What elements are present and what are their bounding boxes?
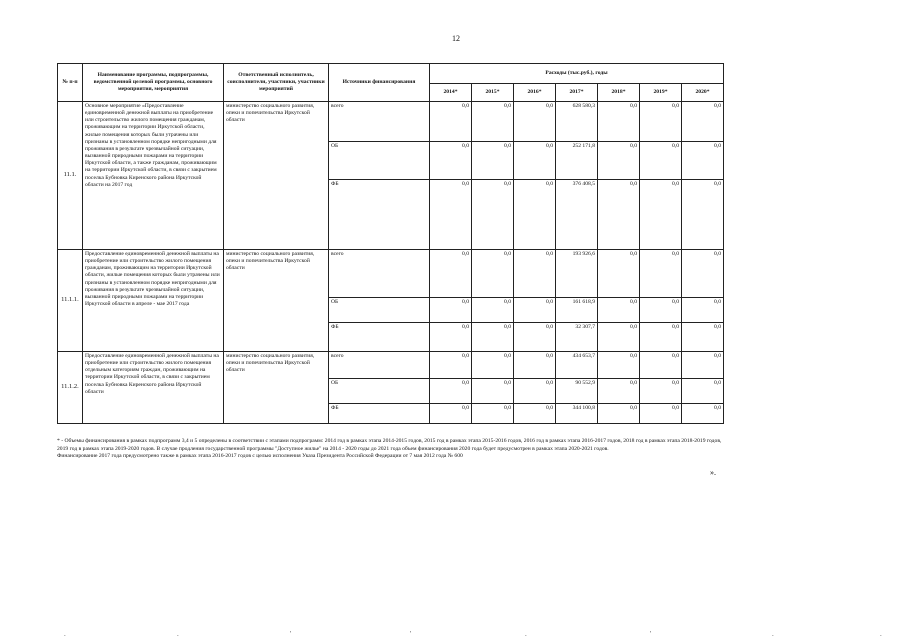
row-name: Основное мероприятие «Предоставление единовременной денежной выплаты на приобретение или строительство жилого помещения гражданам, проживающим на территории Иркутской области, жилые помещения которых были утрачены или признаны в установленном порядке непригодными для проживания в результате чрезвычайной ситуации, вызванной природными пожарами на территории Иркутской области, а также гражданам, проживающим на территории Иркутской области, в связи с закрытием поселка Бубновка Киренского района Иркутской области на 2017 год: [83, 102, 224, 250]
value-cell: 0,0: [682, 180, 724, 250]
value-cell: 0,0: [514, 379, 556, 404]
value-cell: 0,0: [640, 250, 682, 298]
header-num: № п-п: [58, 64, 83, 102]
value-cell: 32 307,7: [556, 323, 598, 352]
footnotes: [57, 438, 733, 461]
table-row: [58, 352, 724, 379]
value-cell: 0,0: [598, 102, 640, 142]
header-year: 2017*: [556, 84, 598, 102]
row-responsible: министерство социального развития, опеки и попечительства Иркутской области: [224, 352, 329, 424]
value-cell: 0,0: [514, 323, 556, 352]
header-year: 2019*: [640, 84, 682, 102]
value-cell: 0,0: [598, 352, 640, 379]
row-code: 11.1.: [58, 102, 83, 250]
scan-artifacts: . . ' ' . ' . .: [64, 630, 882, 638]
value-cell: 0,0: [514, 404, 556, 424]
row-code: 11.1.2.: [58, 352, 83, 424]
row-name: Предоставление единовременной денежной выплаты на приобретение или строительство жилого помещения гражданам, проживающим на территории Иркутской области, жилые помещения которых были утрачены или признаны в установленном порядке непригодными для проживания в результате чрезвычайной ситуации, вызванной природными пожарами на территории Иркутской области в апреле - мае 2017 года: [83, 250, 224, 352]
value-cell: 0,0: [598, 323, 640, 352]
value-cell: 0,0: [514, 102, 556, 142]
value-cell: 434 653,7: [556, 352, 598, 379]
value-cell: 0,0: [640, 142, 682, 180]
row-source: ФБ: [329, 404, 430, 424]
value-cell: 0,0: [472, 352, 514, 379]
value-cell: 0,0: [430, 250, 472, 298]
row-source: ОБ: [329, 298, 430, 323]
value-cell: 0,0: [640, 379, 682, 404]
row-source: ФБ: [329, 180, 430, 250]
value-cell: 0,0: [598, 379, 640, 404]
row-source: всего: [329, 250, 430, 298]
value-cell: 0,0: [682, 102, 724, 142]
value-cell: 0,0: [682, 404, 724, 424]
value-cell: 0,0: [430, 142, 472, 180]
value-cell: 252 171,8: [556, 142, 598, 180]
table-row: [58, 102, 724, 142]
value-cell: 0,0: [430, 102, 472, 142]
value-cell: 0,0: [682, 352, 724, 379]
value-cell: 0,0: [472, 404, 514, 424]
value-cell: 0,0: [640, 352, 682, 379]
header-name: Наименование программы, подпрограммы, ведомственной целевой программы, основного мероприятия, мероприятия: [83, 64, 224, 102]
value-cell: 0,0: [514, 142, 556, 180]
row-code: 11.1.1.: [58, 250, 83, 352]
value-cell: 628 580,3: [556, 102, 598, 142]
value-cell: 0,0: [640, 323, 682, 352]
expenses-table: [57, 63, 724, 424]
header-sources: Источники финансирования: [329, 64, 430, 102]
footnote: * - Объемы финансирования в рамках подпрограмм 3,4 и 5 определены в соответствии с этапами подпрограмм: 2014 год в рамках этапа 2014-2015 годов, 2015 год в рамках этапа 2015-2016 годов, 2016 год в рамках этапа 2016-2017 годов, 2018 год в рамках этапа 2018-2019 годов, 2019 год в рамках этапа 2019-2020 годов. В случае продления государственной программы "Доступное жилье" на 2014 - 2020 годы до 2021 года объем финансирования 2020 года будет предусмотрен в рамках этапа 2020-2021 годов.: [57, 438, 722, 452]
row-responsible: министерство социального развития, опеки и попечительства Иркутской области: [224, 102, 329, 250]
value-cell: 0,0: [682, 323, 724, 352]
value-cell: 0,0: [430, 379, 472, 404]
value-cell: 0,0: [598, 404, 640, 424]
header-year: 2020*: [682, 84, 724, 102]
page-number: 12: [452, 34, 460, 43]
value-cell: 0,0: [640, 180, 682, 250]
value-cell: 0,0: [640, 298, 682, 323]
value-cell: 0,0: [598, 142, 640, 180]
value-cell: 193 926,6: [556, 250, 598, 298]
value-cell: 0,0: [430, 404, 472, 424]
value-cell: 0,0: [472, 298, 514, 323]
value-cell: 0,0: [472, 250, 514, 298]
value-cell: 0,0: [598, 180, 640, 250]
value-cell: 344 100,8: [556, 404, 598, 424]
header-expenses: Расходы (тыс.руб.), годы: [430, 64, 724, 84]
value-cell: 0,0: [682, 298, 724, 323]
header-year: 2018*: [598, 84, 640, 102]
row-responsible: министерство социального развития, опеки и попечительства Иркутской области: [224, 250, 329, 352]
header-responsible: Ответственный исполнитель, соисполнители, участники, участники мероприятий: [224, 64, 329, 102]
closing-quote-mark: ».: [710, 468, 716, 477]
value-cell: 0,0: [514, 180, 556, 250]
value-cell: 0,0: [598, 298, 640, 323]
value-cell: 0,0: [682, 250, 724, 298]
value-cell: 0,0: [430, 180, 472, 250]
row-source: ОБ: [329, 142, 430, 180]
value-cell: 0,0: [682, 142, 724, 180]
value-cell: 0,0: [472, 180, 514, 250]
header-year: 2016*: [514, 84, 556, 102]
header-year: 2015*: [472, 84, 514, 102]
value-cell: 0,0: [472, 102, 514, 142]
value-cell: 0,0: [514, 250, 556, 298]
value-cell: 0,0: [682, 379, 724, 404]
row-name: Предоставление единовременной денежной выплаты на приобретение или строительство жилого помещения отдельным категориям граждан, проживающим на территории Иркутской области, в связи с закрытием поселка Бубновка Киренского района Иркутской области: [83, 352, 224, 424]
value-cell: 0,0: [472, 379, 514, 404]
header-year: 2014*: [430, 84, 472, 102]
value-cell: 0,0: [514, 298, 556, 323]
value-cell: 0,0: [430, 323, 472, 352]
table-row: [58, 250, 724, 298]
value-cell: 0,0: [430, 352, 472, 379]
value-cell: 90 552,9: [556, 379, 598, 404]
value-cell: 0,0: [472, 142, 514, 180]
value-cell: 161 618,9: [556, 298, 598, 323]
value-cell: 0,0: [514, 352, 556, 379]
row-source: ФБ: [329, 323, 430, 352]
footnote: Финансирование 2017 года предусмотрено также в рамках этапа 2016-2017 годов с целью исполнения Указа Президента Российской Федерации от 7 мая 2012 года № 600: [57, 453, 463, 460]
row-source: всего: [329, 102, 430, 142]
value-cell: 0,0: [640, 102, 682, 142]
row-source: всего: [329, 352, 430, 379]
value-cell: 0,0: [598, 250, 640, 298]
value-cell: 0,0: [472, 323, 514, 352]
value-cell: 0,0: [430, 298, 472, 323]
row-source: ОБ: [329, 379, 430, 404]
value-cell: 0,0: [640, 404, 682, 424]
value-cell: 376 408,5: [556, 180, 598, 250]
